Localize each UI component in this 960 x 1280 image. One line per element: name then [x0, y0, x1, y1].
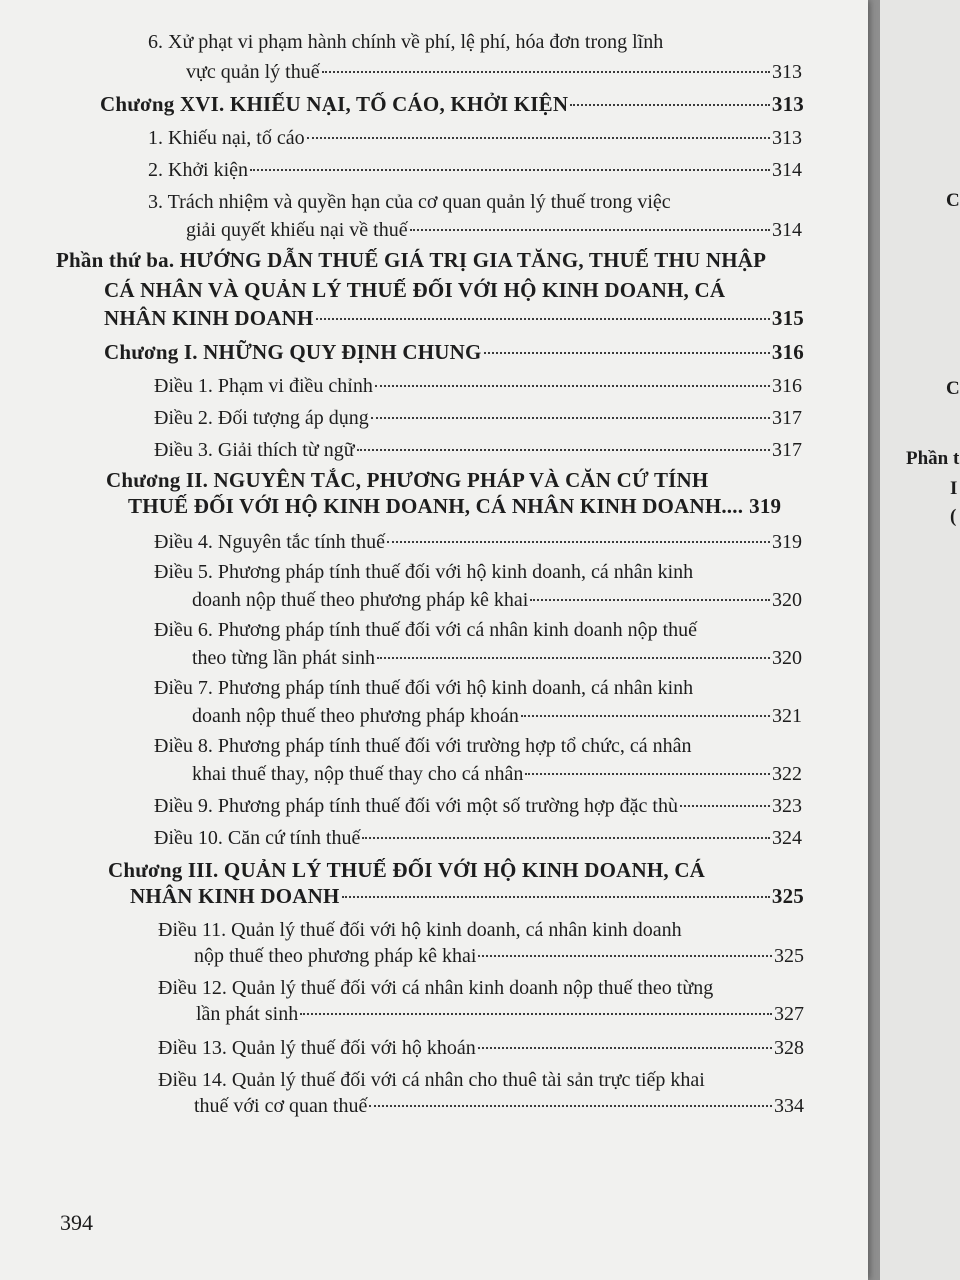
dot-leader: [307, 137, 770, 139]
toc-entry: [154, 374, 802, 398]
book-page-right-edge: [880, 0, 960, 1280]
toc-entry-label: Điều 13. Quản lý thuế đối với hộ khoán: [158, 1037, 476, 1059]
toc-page-number: 313: [771, 92, 804, 116]
right-page-fragment: I: [950, 478, 958, 499]
right-page-fragment: C: [946, 378, 960, 399]
toc-entry: [154, 438, 802, 462]
toc-page-number: 323: [772, 795, 802, 817]
toc-part: [104, 306, 804, 330]
dot-leader: [250, 169, 770, 171]
toc-entry-label: thuế với cơ quan thuế: [194, 1095, 368, 1117]
toc-page-number: 317: [772, 439, 802, 461]
toc-entry: [192, 762, 802, 786]
toc-chapter-label: Chương XVI. KHIẾU NẠI, TỐ CÁO, KHỞI KIỆN: [100, 92, 569, 116]
toc-entry-label: nộp thuế theo phương pháp kê khai: [194, 945, 477, 967]
toc-entry-label: khai thuế thay, nộp thuế thay cho cá nhân: [192, 763, 524, 785]
toc-entry: [154, 406, 802, 430]
toc-entry-label: vực quản lý thuế: [186, 61, 320, 83]
toc-chapter: [104, 340, 804, 364]
toc-entry: [154, 826, 802, 850]
toc-chapter-label: NHÂN KINH DOANH: [130, 884, 340, 908]
dot-leader: [387, 541, 770, 543]
toc-page-number: 325: [771, 884, 804, 908]
toc-entry: [148, 126, 802, 150]
toc-chapter-label: Chương I. NHỮNG QUY ĐỊNH CHUNG: [104, 340, 482, 364]
toc-entry: [196, 1002, 804, 1026]
toc-entry-label: lần phát sinh: [196, 1003, 299, 1025]
toc-page-number: 322: [772, 763, 802, 785]
toc-entry-label: doanh nộp thuế theo phương pháp khoán: [192, 705, 519, 727]
toc-entry-label: giải quyết khiếu nại về thuế: [186, 219, 408, 241]
toc-entry-label: Điều 4. Nguyên tắc tính thuế: [154, 531, 386, 553]
toc-entry-line: Điều 14. Quản lý thuế đối với cá nhân cho thuê tài sản trực tiếp khai: [158, 1069, 705, 1091]
toc-page-number: 313: [772, 127, 802, 149]
dot-leader: [377, 657, 770, 659]
toc-page-number: 321: [772, 705, 802, 727]
toc-page-number: 315: [771, 306, 804, 330]
dot-leader: [375, 385, 770, 387]
toc-chapter-label: THUẾ ĐỐI VỚI HỘ KINH DOANH, CÁ NHÂN KINH DOANH....: [128, 494, 744, 518]
toc-entry-line: 6. Xử phạt vi phạm hành chính về phí, lệ phí, hóa đơn trong lĩnh: [148, 31, 664, 53]
toc-page-number: 317: [772, 407, 802, 429]
toc-entry-line: Điều 11. Quản lý thuế đối với hộ kinh doanh, cá nhân kinh doanh: [158, 919, 682, 941]
toc-entry-label: 2. Khởi kiện: [148, 159, 249, 181]
toc-entry-line: Điều 6. Phương pháp tính thuế đối với cá nhân kinh doanh nộp thuế: [154, 619, 698, 641]
toc-page-number: 313: [772, 61, 802, 83]
dot-leader: [530, 599, 770, 601]
dot-leader: [521, 715, 770, 717]
right-page-fragment: (: [950, 506, 957, 527]
toc-entry-label: theo từng lần phát sinh: [192, 647, 376, 669]
toc-chapter-line: Chương II. NGUYÊN TẮC, PHƯƠNG PHÁP VÀ CĂN CỨ TÍNH: [106, 468, 709, 492]
dot-leader: [362, 837, 770, 839]
toc-entry: [194, 1094, 804, 1118]
toc-entry: [192, 646, 802, 670]
toc-entry-line: Điều 5. Phương pháp tính thuế đối với hộ kinh doanh, cá nhân kinh: [154, 561, 694, 583]
page-number: 394: [60, 1210, 93, 1235]
toc-page-number: 316: [771, 340, 804, 364]
toc-entry-label: Điều 2. Đối tượng áp dụng: [154, 407, 369, 429]
toc-entry-line: Điều 7. Phương pháp tính thuế đối với hộ kinh doanh, cá nhân kinh: [154, 677, 694, 699]
toc-entry: [192, 588, 802, 612]
dot-leader: [410, 229, 770, 231]
toc-entry-line: Điều 12. Quản lý thuế đối với cá nhân kinh doanh nộp thuế theo từng: [158, 977, 714, 999]
toc-page-number: 320: [772, 647, 802, 669]
dot-leader: [478, 955, 772, 957]
toc-chapter: [128, 494, 804, 518]
toc-chapter: [130, 884, 804, 908]
toc-part-label: NHÂN KINH DOANH: [104, 306, 314, 330]
toc-chapter-line: Chương III. QUẢN LÝ THUẾ ĐỐI VỚI HỘ KINH DOANH, CÁ: [108, 858, 706, 882]
dot-leader: [570, 104, 770, 106]
dot-leader: [357, 449, 770, 451]
toc-page-number: 334: [774, 1095, 804, 1117]
dot-leader: [316, 318, 770, 320]
dot-leader: [369, 1105, 772, 1107]
toc-page-number: 314: [772, 159, 802, 181]
toc-entry-label: 1. Khiếu nại, tố cáo: [148, 127, 305, 149]
toc-entry-label: doanh nộp thuế theo phương pháp kê khai: [192, 589, 529, 611]
toc-entry: [154, 530, 802, 554]
toc-entry-label: Điều 9. Phương pháp tính thuế đối với một số trường hợp đặc thù: [154, 795, 678, 817]
toc-page-number: 327: [774, 1003, 804, 1025]
toc-page-number: 328: [774, 1037, 804, 1059]
toc-entry: [158, 1036, 804, 1060]
toc-page-number: 319: [772, 531, 802, 553]
toc-entry: [154, 794, 802, 818]
dot-leader: [300, 1013, 772, 1015]
dot-leader: [342, 896, 770, 898]
toc-entry: [186, 218, 802, 242]
toc-entry-line: Điều 8. Phương pháp tính thuế đối với trường hợp tổ chức, cá nhân: [154, 735, 692, 757]
dot-leader: [478, 1047, 772, 1049]
toc-entry-line: 3. Trách nhiệm và quyền hạn của cơ quan quản lý thuế trong việc: [148, 191, 671, 213]
toc-page-number: 324: [772, 827, 802, 849]
toc-page-number: 316: [772, 375, 802, 397]
dot-leader: [680, 805, 770, 807]
right-page-fragment: Phần t: [906, 448, 960, 469]
toc-entry-label: Điều 3. Giải thích từ ngữ: [154, 439, 355, 461]
dot-leader: [322, 71, 770, 73]
dot-leader: [484, 352, 770, 354]
right-page-fragment: C: [946, 190, 960, 211]
toc-entry: [186, 60, 802, 84]
dot-leader: [525, 773, 770, 775]
toc-page-number: 325: [774, 945, 804, 967]
toc-entry: [148, 158, 802, 182]
toc-entry-label: Điều 10. Căn cứ tính thuế: [154, 827, 361, 849]
toc-part-line: Phần thứ ba. HƯỚNG DẪN THUẾ GIÁ TRỊ GIA TĂNG, THUẾ THU NHẬP: [56, 248, 767, 272]
toc-part-line: CÁ NHÂN VÀ QUẢN LÝ THUẾ ĐỐI VỚI HỘ KINH DOANH, CÁ: [104, 278, 726, 302]
toc-page-number: 314: [772, 219, 802, 241]
toc-page-number: 319: [749, 494, 782, 518]
toc-page-number: 320: [772, 589, 802, 611]
toc-chapter: [100, 92, 804, 116]
toc-entry: [192, 704, 802, 728]
dot-leader: [371, 417, 770, 419]
toc-entry: [194, 944, 804, 968]
toc-entry-label: Điều 1. Phạm vi điều chỉnh: [154, 375, 373, 397]
